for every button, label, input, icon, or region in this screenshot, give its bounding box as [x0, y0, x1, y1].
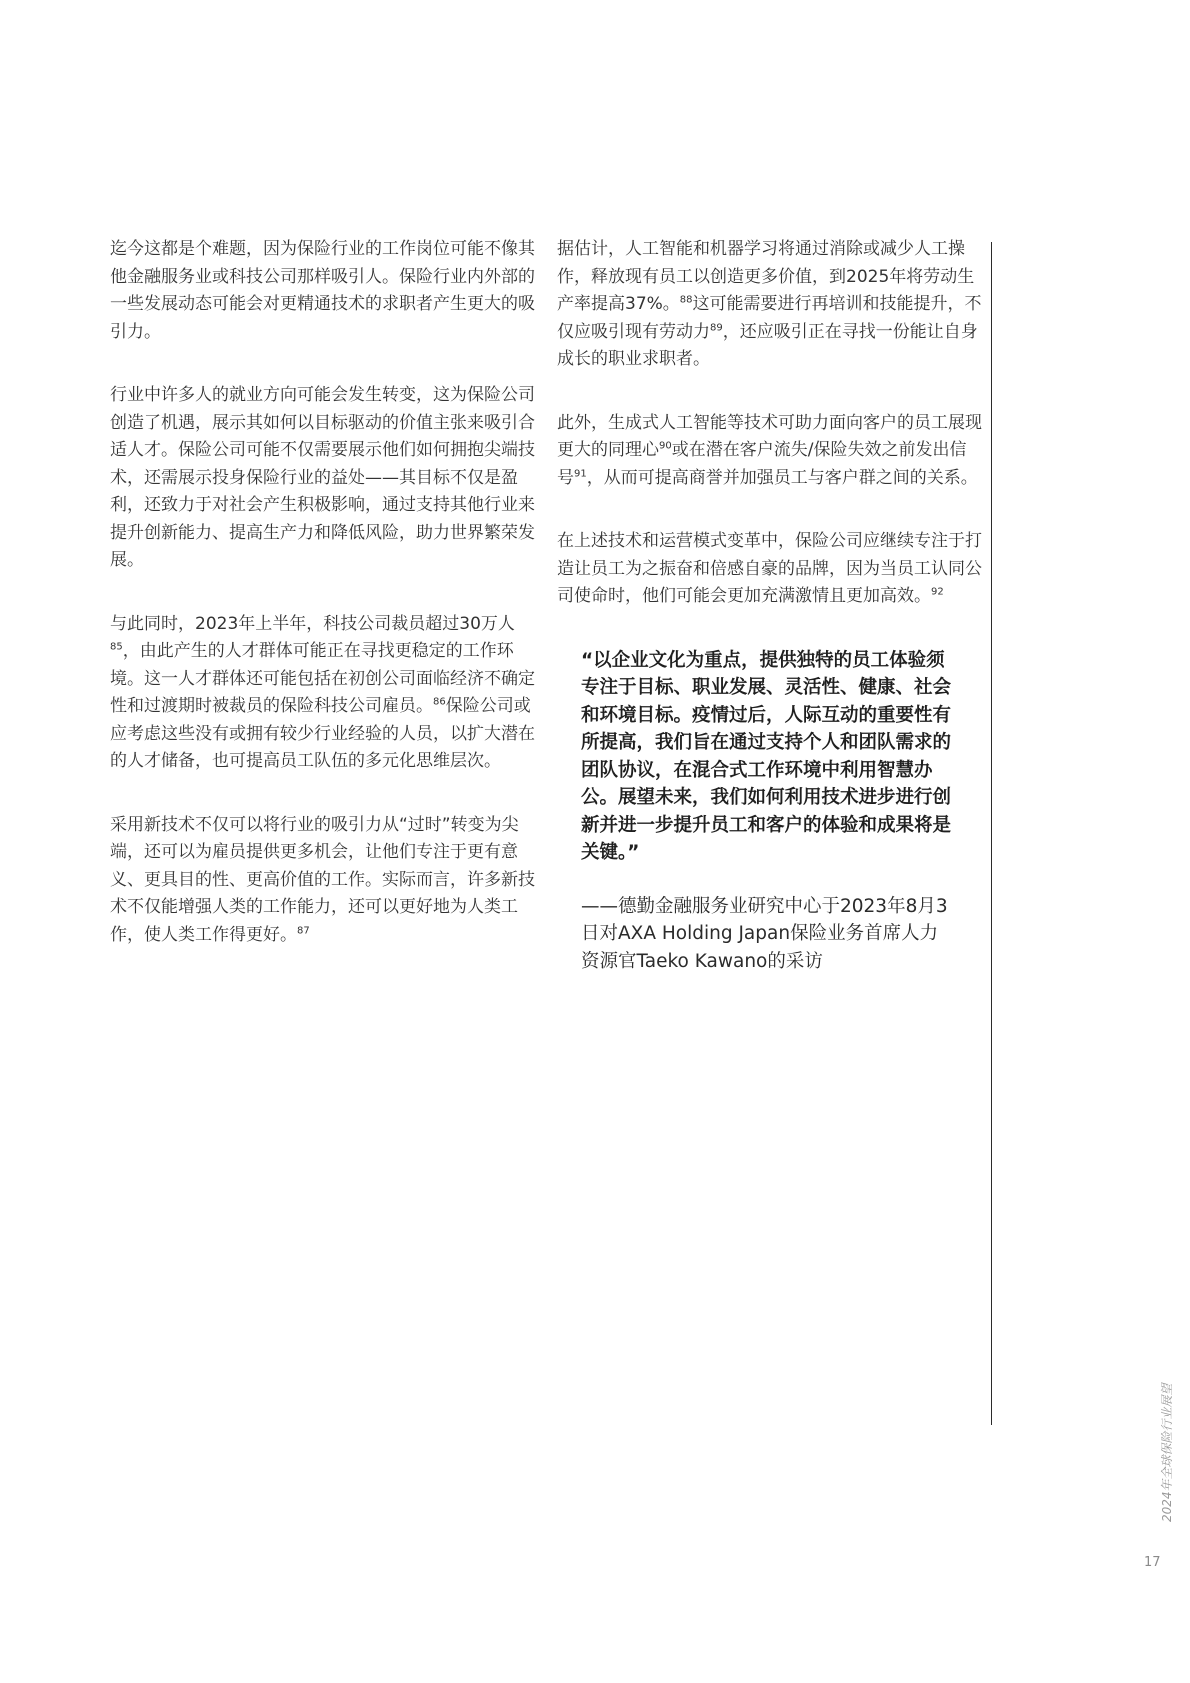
pull-quote	[581, 647, 956, 976]
body-paragraph	[110, 812, 535, 950]
paragraph-text: 保险公司或应考虑这些没有或拥有较少行业经验的人员，以扩大潜在的人才储备，也可提高员工队伍的多元化思维层次。	[110, 696, 535, 771]
footnote-ref: 90	[659, 440, 672, 452]
body-paragraph	[557, 528, 982, 611]
footnote-ref: 92	[931, 586, 944, 598]
paragraph-text: ，从而可提高商誉并加强员工与客户群之间的关系。	[586, 467, 978, 488]
left-column	[110, 236, 535, 985]
footnote-ref: 87	[297, 924, 310, 936]
paragraph-text: 这可能需要进行再培训和技能提升，不仅应吸引现有劳动力	[557, 294, 982, 342]
body-paragraph: 迄今这都是个难题，因为保险行业的工作岗位可能不像其他金融服务业或科技公司那样吸引人。保险行业内外部的一些发展动态可能会对更精通技术的求职者产生更大的吸引力。	[110, 239, 535, 342]
body-paragraph	[110, 611, 535, 776]
page-number: 17	[1144, 1555, 1161, 1570]
paragraph-text: 与此同时，2023年上半年，科技公司裁员超过30万人	[110, 613, 515, 634]
footnote-ref: 88	[679, 294, 693, 306]
quote-text: “以企业文化为重点，提供独特的员工体验须专注于目标、职业发展、灵活性、健康、社会和环境目标。疫情过后，人际互动的重要性有所提高，我们旨在通过支持个人和团队需求的团队协议，在混合式工作环境中利用智慧办公。展望未来，我们如何利用技术进步进行创新并进一步提升员工和客户的体验和成果将是关键。”	[581, 649, 952, 863]
paragraph-text: 据估计，人工智能和机器学习将通过消除或减少人工操作，释放现有员工以创造更多价值，到2025年将劳动生产率提高37%。	[557, 239, 975, 314]
quote-attribution: ——德勤金融服务业研究中心于2023年8月3日对AXA Holding Japan保险业务首席人力资源官Taeko Kawano的采访	[581, 895, 948, 972]
footnote-ref: 89	[710, 321, 723, 333]
footnote-ref: 86	[433, 696, 446, 708]
paragraph-text: ，由此产生的人才群体可能正在寻找更稳定的工作环境。这一人才群体还可能包括在初创公司面临经济不确定性和过渡期时被裁员的保险科技公司雇员。	[110, 641, 535, 716]
running-title-text: 2024年全球保险行业展望	[1160, 1383, 1174, 1522]
paragraph-text: 在上述技术和运营模式变革中，保险公司应继续专注于打造让员工为之振奋和倍感自豪的品牌，因为当员工认同公司使命时，他们可能会更加充满激情且更加高效。	[557, 531, 982, 606]
body-paragraph	[557, 236, 982, 374]
vertical-divider	[991, 242, 992, 1425]
footnote-ref: 85	[110, 641, 123, 653]
paragraph-text: ，还应吸引正在寻找一份能让自身成长的职业求职者。	[557, 321, 978, 369]
paragraph-text: 此外，生成式人工智能等技术可助力面向客户的员工展现更大的同理心	[557, 412, 982, 460]
body-paragraph: 行业中许多人的就业方向可能会发生转变，这为保险公司创造了机遇，展示其如何以目标驱动的价值主张来吸引合适人才。保险公司可能不仅需要展示他们如何拥抱尖端技术，还需展示投身保险行业的益处——其目标不仅是盈利，还致力于对社会产生积极影响，通过支持其他行业来提升创新能力、提高生产力和降低风险，助力世界繁荣发展。	[110, 385, 535, 570]
body-paragraph	[557, 410, 982, 493]
paragraph-text: 或在潜在客户流失/保险失效之前发出信号	[557, 440, 967, 488]
right-column	[557, 236, 982, 975]
footnote-ref: 91	[574, 467, 587, 479]
paragraph-text: 采用新技术不仅可以将行业的吸引力从“过时”转变为尖端，还可以为雇员提供更多机会，让他们专注于更有意义、更具目的性、更高价值的工作。实际而言，许多新技术不仅能增强人类的工作能力，还可以更好地为人类工作，使人类工作得更好。	[110, 814, 535, 945]
